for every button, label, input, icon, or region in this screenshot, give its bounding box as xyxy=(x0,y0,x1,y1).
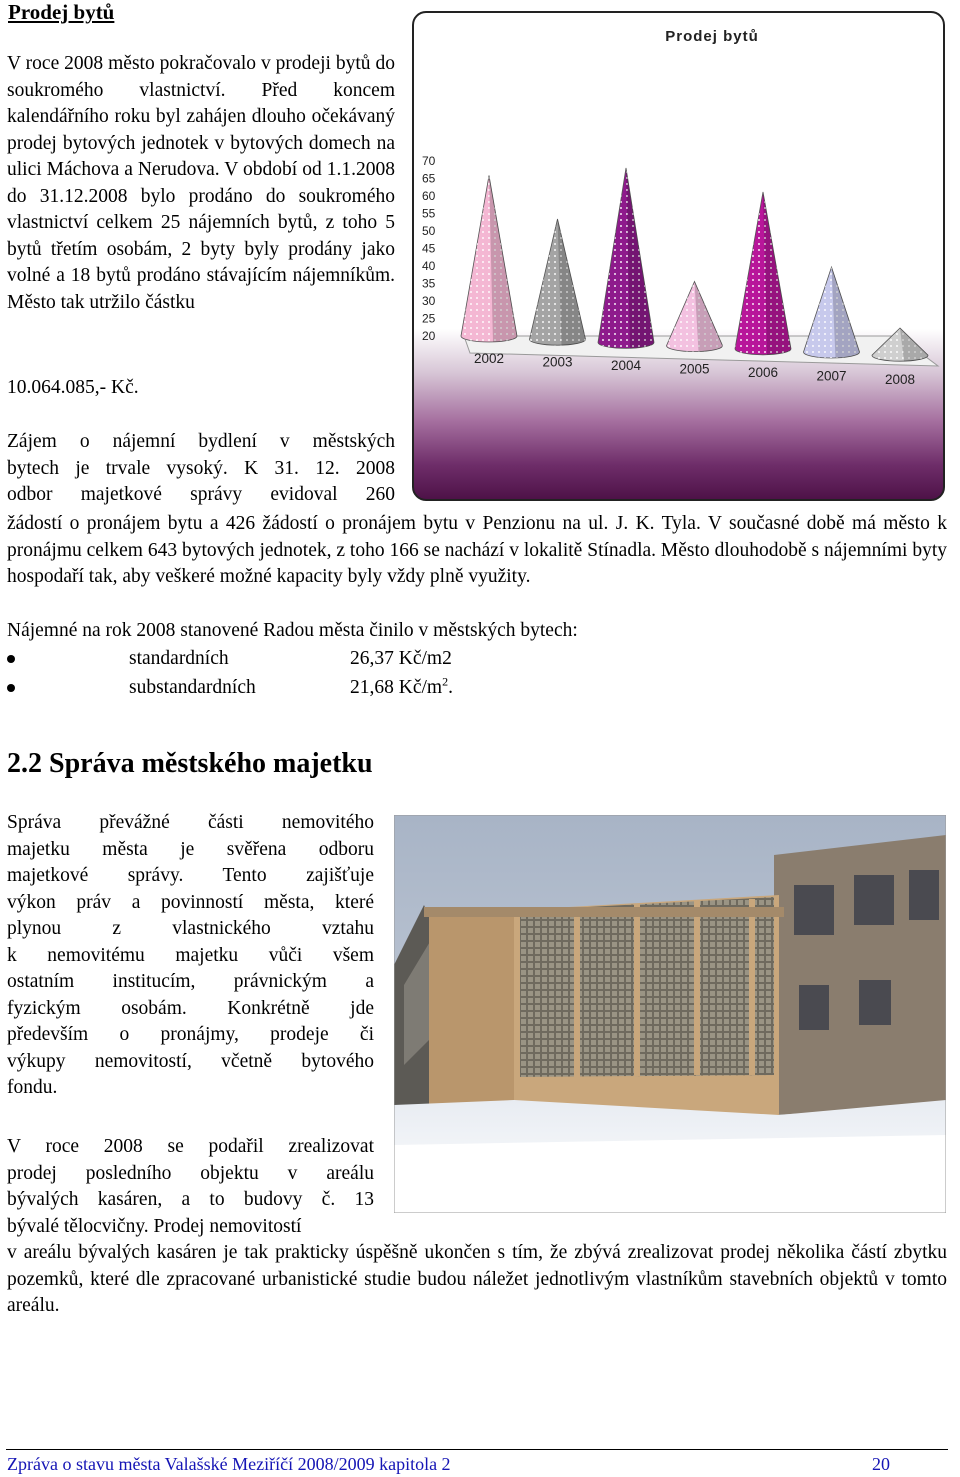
sale-2008-paragraph-intro xyxy=(7,1134,374,1240)
y-tick-label: 55 xyxy=(422,206,436,221)
bullet-icon xyxy=(7,655,15,663)
management-line: především o pronájmy, prodeje či xyxy=(7,1024,374,1045)
rent-value: 26,37 Kč/m2 xyxy=(350,648,452,669)
y-tick-label: 50 xyxy=(422,224,436,238)
cone-chart xyxy=(414,13,945,501)
bullet-icon xyxy=(7,684,15,692)
rent-value-main: 21,68 Kč/m xyxy=(350,677,443,698)
y-tick-label: 40 xyxy=(422,259,436,273)
management-line: fyzickým osobám. Konkrétně jde xyxy=(7,997,374,1019)
y-tick-label: 20 xyxy=(422,329,436,343)
management-line: plynou z vlastnického vztahu xyxy=(7,918,374,939)
demand-paragraph: žádostí o pronájem bytu a 426 žádostí o pronájem bytu v Penzionu na ul. J. K. Tyla. V současné době má město k pronájmu celkem 643 bytových jednotek, z toho 166 se nachází v lokalitě Stínadla. Město dlouhodobě s nájemními byty hospodaří tak, aby veškeré možné kapacity byly vždy plně využity. xyxy=(7,513,947,587)
cone-bar xyxy=(804,267,860,358)
footer-text: Zpráva o stavu města Valašské Meziříčí 2008/2009 kapitola 2 xyxy=(7,1454,451,1474)
cone-bar xyxy=(461,176,517,343)
sale-2008-line: V roce 2008 se podařil zrealizovat xyxy=(7,1136,374,1157)
demand-paragraph-intro xyxy=(7,429,395,509)
sale-2008-paragraph: v areálu bývalých kasáren je tak prakticky úspěšně ukončen s tím, že zbývá zrealizovat prodej několika částí zbytku pozemků, které dle zpracované urbanistické studie budou náležet jednotlivým vlastníkům stavebních objektů v tomto areálu. xyxy=(7,1242,947,1316)
management-line: Správa převážné části nemovitého xyxy=(7,812,374,833)
demand-line: bytech je trvale vysoký. K 31. 12. 2008 xyxy=(7,457,395,479)
rent-item-substandard xyxy=(7,675,707,704)
page-number: 20 xyxy=(872,1454,890,1474)
cone-bar xyxy=(667,282,723,352)
chart-frame xyxy=(412,11,945,501)
section2-title: 2.2 Správa městského majetku xyxy=(7,748,373,779)
sale-amount: 10.064.085,- Kč. xyxy=(7,377,139,398)
management-line: k nemovitému majetku vůči všem xyxy=(7,944,374,966)
y-tick-label: 25 xyxy=(422,311,436,326)
rent-list xyxy=(7,646,707,704)
y-tick-label: 65 xyxy=(422,171,436,186)
x-tick-label: 2003 xyxy=(542,354,573,370)
chart-title: Prodej bytů xyxy=(665,28,759,45)
building-photo xyxy=(394,815,946,1213)
x-tick-label: 2006 xyxy=(747,365,779,380)
rent-value xyxy=(350,675,453,701)
management-line-end: fondu. xyxy=(7,1077,58,1098)
sale-2008-line: bývalých kasáren, a to budovy č. 13 xyxy=(7,1189,374,1210)
y-tick-label: 60 xyxy=(422,189,436,203)
management-line: výkupy nemovitostí, včetně bytového xyxy=(7,1050,374,1072)
management-line: majetku města je svěřena odboru xyxy=(7,838,374,860)
x-tick-label: 2002 xyxy=(473,351,505,366)
rent-label: standardních xyxy=(129,648,229,669)
section-title: Prodej bytů xyxy=(8,0,115,24)
rent-value-tail: . xyxy=(448,677,453,698)
management-paragraph xyxy=(7,810,374,1102)
y-tick-label: 45 xyxy=(422,241,436,256)
x-tick-label: 2008 xyxy=(884,372,916,387)
x-tick-label: 2004 xyxy=(610,358,642,373)
cone-bar xyxy=(530,219,586,345)
rent-intro: Nájemné na rok 2008 stanovené Radou města činilo v městských bytech: xyxy=(7,620,578,641)
y-tick-label: 35 xyxy=(422,276,436,291)
x-tick-label: 2007 xyxy=(816,368,847,384)
management-line: výkon práv a povinností města, které xyxy=(7,891,374,913)
rent-value-sup: 2 xyxy=(442,674,449,689)
sale-2008-line: prodej posledního objektu v areálu xyxy=(7,1162,374,1184)
y-tick-label: 70 xyxy=(422,154,436,168)
rent-item-standard xyxy=(7,646,707,675)
x-tick-label: 2005 xyxy=(679,361,710,377)
demand-line: odbor majetkové správy evidoval 260 xyxy=(7,484,395,505)
cone-bar xyxy=(735,192,791,355)
management-line: ostatním institucím, právnickým a xyxy=(7,971,374,992)
y-tick-label: 30 xyxy=(422,294,436,308)
rent-label: substandardních xyxy=(129,677,256,698)
cone-bar xyxy=(598,168,654,348)
footer-divider xyxy=(6,1449,948,1450)
management-line: majetkové správy. Tento zajišťuje xyxy=(7,865,374,886)
sale-2008-line: bývalé tělocvičny. Prodej nemovitostí xyxy=(7,1215,302,1237)
demand-line: Zájem o nájemní bydlení v městských xyxy=(7,431,395,452)
sale-paragraph: V roce 2008 město pokračovalo v prodeji bytů do soukromého vlastnictví. Před koncem kalendářního roku byl zahájen dlouho očekávaný prodej bytových jednotek v bytových domech na ulici Máchova a Nerudova. V období od 1.1.2008 do 31.12.2008 bylo prodáno do soukromého vlastnictví celkem 25 nájemních bytů, z toho 5 bytů třetím osobám, 2 byty byly prodány jako volné a 18 bytů prodáno stávajícím nájemníkům. Město tak utržilo částku xyxy=(7,53,395,313)
